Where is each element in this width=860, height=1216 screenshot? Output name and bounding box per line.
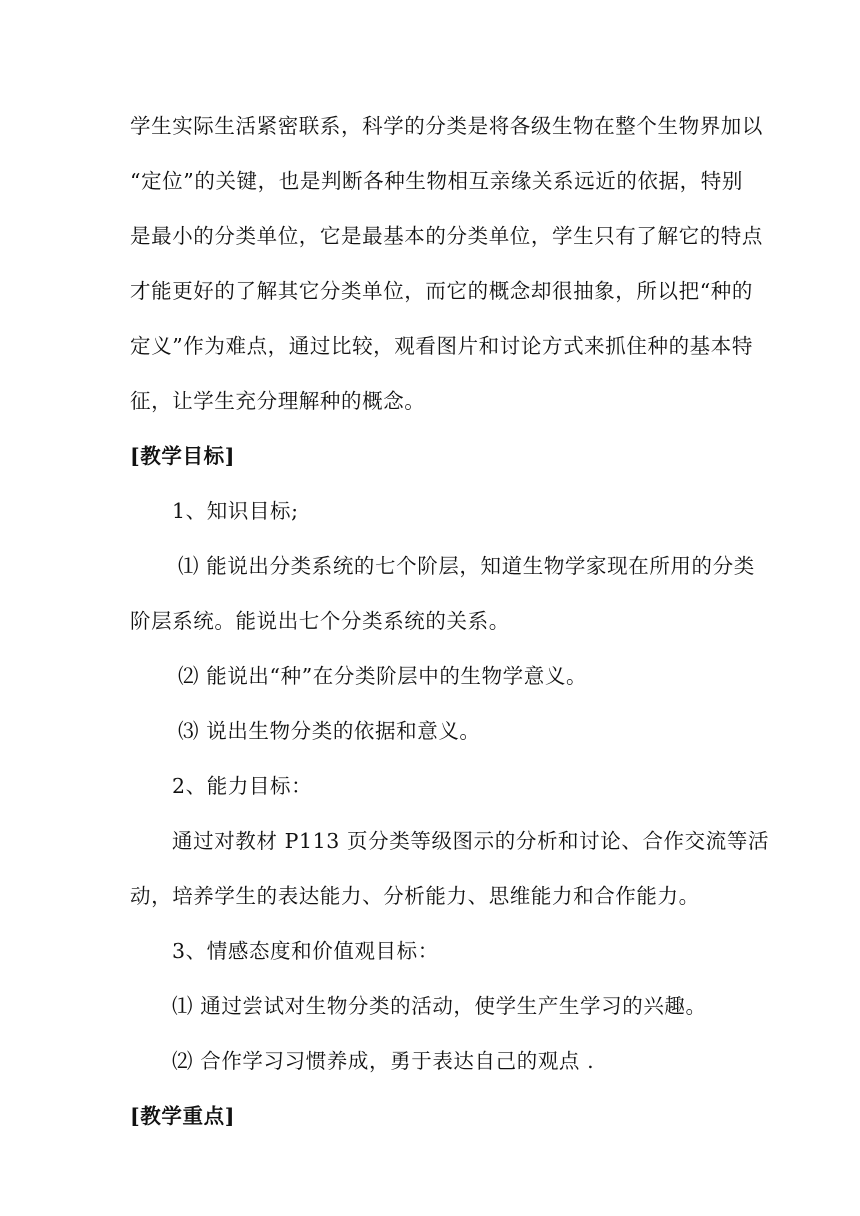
knowledge-item-1: ⑴ 能说出分类系统的七个阶层，知道生物学家现在所用的分类 [178,554,755,578]
knowledge-item-3: ⑶ 说出生物分类的依据和意义。 [178,719,481,743]
emotion-item-2: ⑵ 合作学习习惯养成，勇于表达自己的观点 . [172,1049,595,1073]
intro-line: 是最小的分类单位，它是最基本的分类单位，学生只有了解它的特点 [130,224,763,248]
emotion-item-1: ⑴ 通过尝试对生物分类的活动，使学生产生学习的兴趣。 [172,994,707,1018]
ability-objective-text-continued: 动，培养学生的表达能力、分析能力、思维能力和合作能力。 [130,884,700,908]
intro-line: 征，让学生充分理解种的概念。 [130,389,426,413]
knowledge-item-2: ⑵ 能说出“种”在分类阶层中的生物学意义。 [178,664,588,688]
ability-objective-title: 2、能力目标： [172,774,313,798]
knowledge-objective-title: 1、知识目标; [172,499,299,523]
key-points-heading: [教学重点] [130,1104,235,1128]
knowledge-item-1-continued: 阶层系统。能说出七个分类系统的关系。 [130,609,510,633]
ability-objective-text: 通过对教材 P113 页分类等级图示的分析和讨论、合作交流等活 [172,829,770,853]
intro-line: 学生实际生活紧密联系，科学的分类是将各级生物在整个生物界加以 [130,114,763,138]
emotion-objective-title: 3、情感态度和价值观目标： [172,939,439,963]
intro-line: “定位”的关键，也是判断各种生物相互亲缘关系远近的依据，特别 [130,169,743,193]
intro-line: 才能更好的了解其它分类单位，而它的概念却很抽象，所以把“种的 [130,279,753,303]
objectives-heading: [教学目标] [130,444,235,468]
intro-line: 定义”作为难点，通过比较，观看图片和讨论方式来抓住种的基本特 [130,334,753,358]
